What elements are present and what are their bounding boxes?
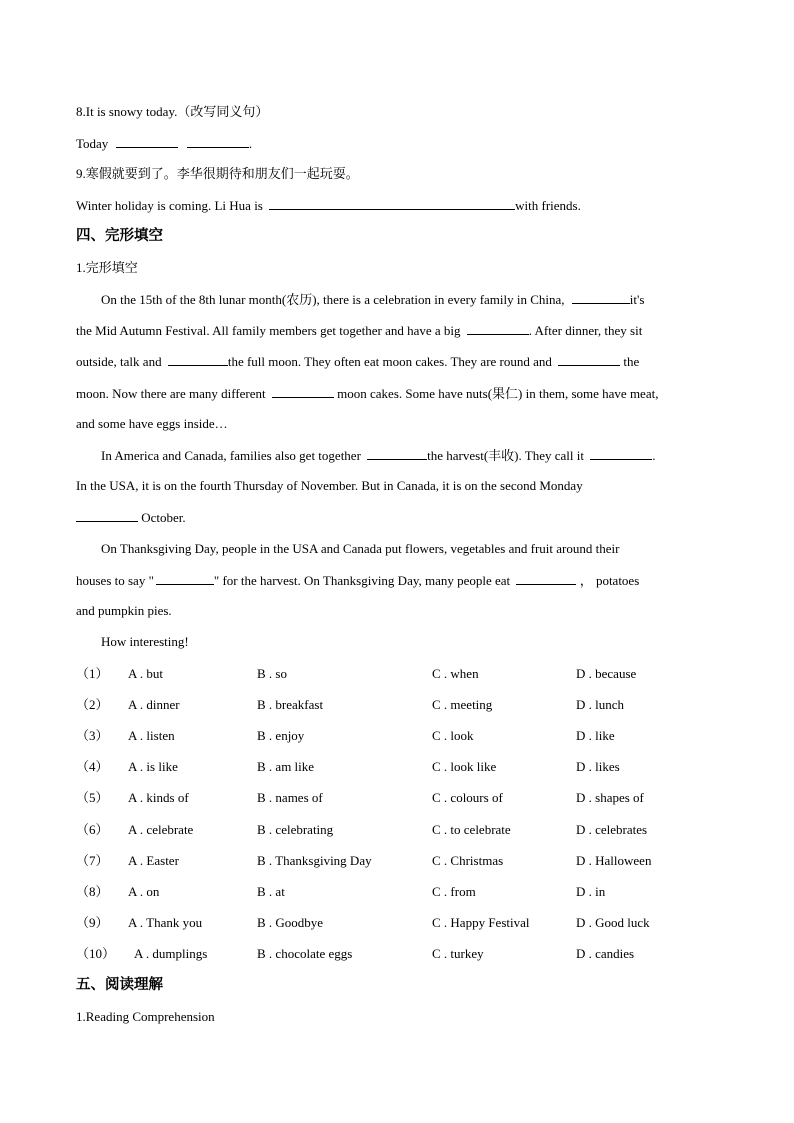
option-row <box>76 822 776 838</box>
q8-answer-end: . <box>248 136 253 151</box>
option-b[interactable]: B . breakfast <box>257 697 324 712</box>
option-a[interactable]: A . is like <box>128 759 178 774</box>
option-d[interactable]: D . like <box>576 728 615 743</box>
cloze-blank-8[interactable] <box>76 509 138 522</box>
question-number: （2） <box>76 697 109 712</box>
passage-line <box>76 322 642 339</box>
passage-text: ， potatoes <box>579 573 640 588</box>
section4-subheading: 1.完形填空 <box>76 260 138 275</box>
cloze-blank-4[interactable] <box>558 353 620 366</box>
q9-answer-line <box>76 197 581 214</box>
option-d[interactable]: D . celebrates <box>576 822 648 837</box>
option-d[interactable]: D . Good luck <box>576 915 650 930</box>
option-d[interactable]: D . in <box>576 884 606 899</box>
option-c[interactable]: C . look <box>432 728 474 743</box>
passage-text: the harvest(丰收). They call it <box>427 448 584 463</box>
question-number: （5） <box>76 790 109 805</box>
cloze-blank-1[interactable] <box>572 291 630 304</box>
cloze-blank-6[interactable] <box>367 447 427 460</box>
option-b[interactable]: B . Thanksgiving Day <box>257 853 372 868</box>
section5-subheading: 1.Reading Comprehension <box>76 1009 215 1024</box>
option-c[interactable]: C . Happy Festival <box>432 915 530 930</box>
passage-text: the full moon. They often eat moon cakes. They are round and <box>227 354 552 369</box>
option-b[interactable]: B . celebrating <box>257 822 334 837</box>
cloze-blank-2[interactable] <box>467 322 529 335</box>
option-a[interactable]: A . kinds of <box>128 790 189 805</box>
passage-text: moon cakes. Some have nuts(果仁) in them, some have meat, <box>337 386 659 401</box>
option-row <box>76 853 776 869</box>
option-c[interactable]: C . turkey <box>432 946 484 961</box>
passage-line: How interesting! <box>101 634 189 649</box>
q8-answer-start: Today <box>76 136 109 151</box>
option-b[interactable]: B . names of <box>257 790 323 805</box>
option-a[interactable]: A . on <box>128 884 160 899</box>
cloze-blank-9[interactable] <box>156 572 214 585</box>
option-b[interactable]: B . so <box>257 666 287 681</box>
option-row <box>76 666 776 682</box>
section4-heading: 四、完形填空 <box>76 228 163 244</box>
option-a[interactable]: A . listen <box>128 728 175 743</box>
question-number: （7） <box>76 853 109 868</box>
option-b[interactable]: B . Goodbye <box>257 915 324 930</box>
q9-blank[interactable] <box>269 197 515 210</box>
passage-text: moon. Now there are many different <box>76 386 266 401</box>
option-a[interactable]: A . dumplings <box>134 946 208 961</box>
option-a[interactable]: A . Easter <box>128 853 179 868</box>
q9-line-start: Winter holiday is coming. Li Hua is <box>76 198 263 213</box>
q9-prompt: 9.寒假就要到了。李华很期待和朋友们一起玩耍。 <box>76 166 359 181</box>
question-number: （1） <box>76 666 109 681</box>
option-c[interactable]: C . Christmas <box>432 853 504 868</box>
option-a[interactable]: A . celebrate <box>128 822 194 837</box>
passage-line <box>101 291 644 308</box>
passage-text: houses to say " <box>76 573 154 588</box>
question-number: （3） <box>76 728 109 743</box>
option-row <box>76 728 776 744</box>
q8-blank-2[interactable] <box>187 135 249 148</box>
option-row <box>76 915 776 931</box>
q9-line-end: with friends. <box>515 198 581 213</box>
passage-line <box>101 447 655 464</box>
option-d[interactable]: D . lunch <box>576 697 625 712</box>
option-d[interactable]: D . shapes of <box>576 790 644 805</box>
question-number: （4） <box>76 759 109 774</box>
option-d[interactable]: D . Halloween <box>576 853 652 868</box>
passage-text: it's <box>629 292 645 307</box>
option-row <box>76 884 776 900</box>
option-row <box>76 790 776 806</box>
option-d[interactable]: D . because <box>576 666 637 681</box>
option-d[interactable]: D . likes <box>576 759 620 774</box>
q8-answer-line <box>76 135 252 152</box>
question-number: （10） <box>76 946 116 961</box>
cloze-blank-10[interactable] <box>516 572 576 585</box>
option-row <box>76 946 776 962</box>
question-number: （6） <box>76 822 109 837</box>
passage-text: outside, talk and <box>76 354 162 369</box>
passage-line: and some have eggs inside… <box>76 416 228 431</box>
option-a[interactable]: A . dinner <box>128 697 180 712</box>
option-b[interactable]: B . am like <box>257 759 315 774</box>
option-c[interactable]: C . when <box>432 666 479 681</box>
passage-text: the <box>623 354 640 369</box>
passage-text: . <box>652 448 656 463</box>
passage-text: On the 15th of the 8th lunar month(农历), there is a celebration in every family in China, <box>101 292 565 307</box>
option-row <box>76 759 776 775</box>
option-a[interactable]: A . Thank you <box>128 915 203 930</box>
passage-text: October. <box>141 510 186 525</box>
option-b[interactable]: B . chocolate eggs <box>257 946 353 961</box>
passage-line <box>76 509 186 526</box>
passage-line: and pumpkin pies. <box>76 603 172 618</box>
section5-heading: 五、阅读理解 <box>76 977 163 993</box>
option-c[interactable]: C . to celebrate <box>432 822 511 837</box>
question-number: （8） <box>76 884 109 899</box>
option-c[interactable]: C . from <box>432 884 476 899</box>
passage-text: the Mid Autumn Festival. All family members get together and have a big <box>76 323 461 338</box>
passage-text: In America and Canada, families also get together <box>101 448 361 463</box>
passage-line <box>76 385 658 402</box>
option-row <box>76 697 776 713</box>
option-c[interactable]: C . colours of <box>432 790 503 805</box>
option-b[interactable]: B . at <box>257 884 285 899</box>
passage-line <box>76 353 639 370</box>
option-d[interactable]: D . candies <box>576 946 635 961</box>
cloze-blank-7[interactable] <box>590 447 652 460</box>
passage-line: On Thanksgiving Day, people in the USA and Canada put flowers, vegetables and fruit around their <box>101 541 620 556</box>
question-number: （9） <box>76 915 109 930</box>
option-c[interactable]: C . meeting <box>432 697 493 712</box>
passage-line: In the USA, it is on the fourth Thursday of November. But in Canada, it is on the second Monday <box>76 478 583 493</box>
option-a[interactable]: A . but <box>128 666 164 681</box>
passage-text: . After dinner, they sit <box>528 323 643 338</box>
cloze-blank-5[interactable] <box>272 385 334 398</box>
q8-blank-1[interactable] <box>116 135 178 148</box>
cloze-blank-3[interactable] <box>168 353 228 366</box>
passage-text: " for the harvest. On Thanksgiving Day, many people eat <box>213 573 511 588</box>
option-b[interactable]: B . enjoy <box>257 728 305 743</box>
passage-line <box>76 572 639 589</box>
option-c[interactable]: C . look like <box>432 759 497 774</box>
q8-prompt: 8.It is snowy today.（改写同义句） <box>76 104 269 119</box>
